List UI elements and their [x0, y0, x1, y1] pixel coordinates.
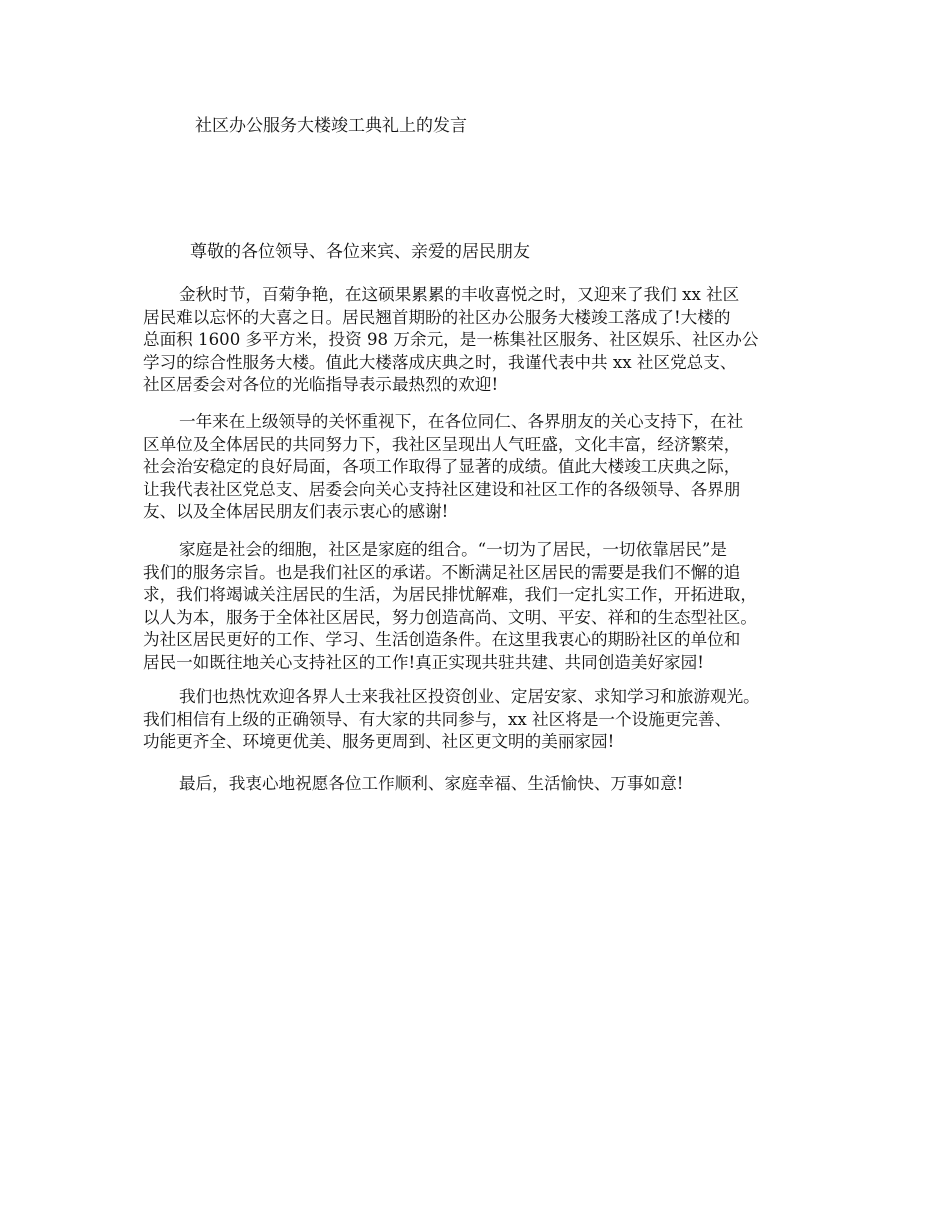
paragraph-line: 家庭是社会的细胞，社区是家庭的组合。“一切为了居民，一切依靠居民”是 [179, 540, 727, 559]
paragraph-closing [143, 773, 808, 796]
paragraph-line: 金秋时节，百菊争艳，在这硕果累累的丰收喜悦之时，又迎来了我们 xx 社区 [179, 285, 740, 304]
paragraph-invitation [143, 686, 808, 754]
paragraph-service-purpose [143, 539, 808, 675]
paragraph-line: 学习的综合性服务大楼。值此大楼落成庆典之时，我谨代表中共 xx 社区党总支、 [143, 352, 737, 372]
paragraph-line: 最后，我衷心地祝愿各位工作顺利、家庭幸福、生活愉快、万事如意! [179, 774, 684, 793]
salutation: 尊敬的各位领导、各位来宾、亲爱的居民朋友 [190, 242, 530, 262]
paragraph-line: 居民难以忘怀的大喜之日。居民翘首期盼的社区办公服务大楼竣工落成了!大楼的 [143, 307, 731, 327]
paragraph-line: 我们相信有上级的正确领导、有大家的共同参与，xx 社区将是一个设施更完善、 [143, 709, 732, 729]
paragraph-line: 友、以及全体居民朋友们表示衷心的感谢! [143, 502, 449, 522]
paragraph-thanks [143, 411, 808, 524]
paragraph-line: 社区居委会对各位的光临指导表示最热烈的欢迎! [143, 375, 499, 395]
paragraph-line: 一年来在上级领导的关怀重视下，在各位同仁、各界朋友的关心支持下，在社 [179, 412, 744, 431]
paragraph-line: 求，我们将竭诚关注居民的生活，为居民排忧解难，我们一定扎实工作，开拓进取， [143, 585, 757, 605]
paragraph-line: 区单位及全体居民的共同努力下，我社区呈现出人气旺盛，文化丰富，经济繁荣， [143, 434, 741, 454]
paragraph-line: 居民一如既往地关心支持社区的工作!真正实现共驻共建、共同创造美好家园! [143, 652, 704, 672]
paragraph-line: 为社区居民更好的工作、学习、生活创造条件。在这里我衷心的期盼社区的单位和 [143, 630, 741, 650]
paragraph-line: 功能更齐全、环境更优美、服务更周到、社区更文明的美丽家园! [143, 732, 615, 752]
document-title: 社区办公服务大楼竣工典礼上的发言 [195, 116, 467, 136]
paragraph-welcome [143, 284, 808, 397]
paragraph-line: 我们的服务宗旨。也是我们社区的承诺。不断满足社区居民的需要是我们不懈的追 [143, 562, 741, 582]
paragraph-line: 总面积 1600 多平方米，投资 98 万余元，是一栋集社区服务、社区娱乐、社区办公 [143, 330, 759, 350]
paragraph-line: 我们也热忱欢迎各界人士来我社区投资创业、定居安家、求知学习和旅游观光。 [179, 687, 760, 706]
paragraph-line: 社会治安稳定的良好局面，各项工作取得了显著的成绩。值此大楼竣工庆典之际， [143, 457, 741, 477]
paragraph-line: 让我代表社区党总支、居委会向关心支持社区建设和社区工作的各级领导、各界朋 [143, 479, 741, 499]
paragraph-line: 以人为本，服务于全体社区居民，努力创造高尚、文明、平安、祥和的生态型社区。 [143, 607, 757, 627]
